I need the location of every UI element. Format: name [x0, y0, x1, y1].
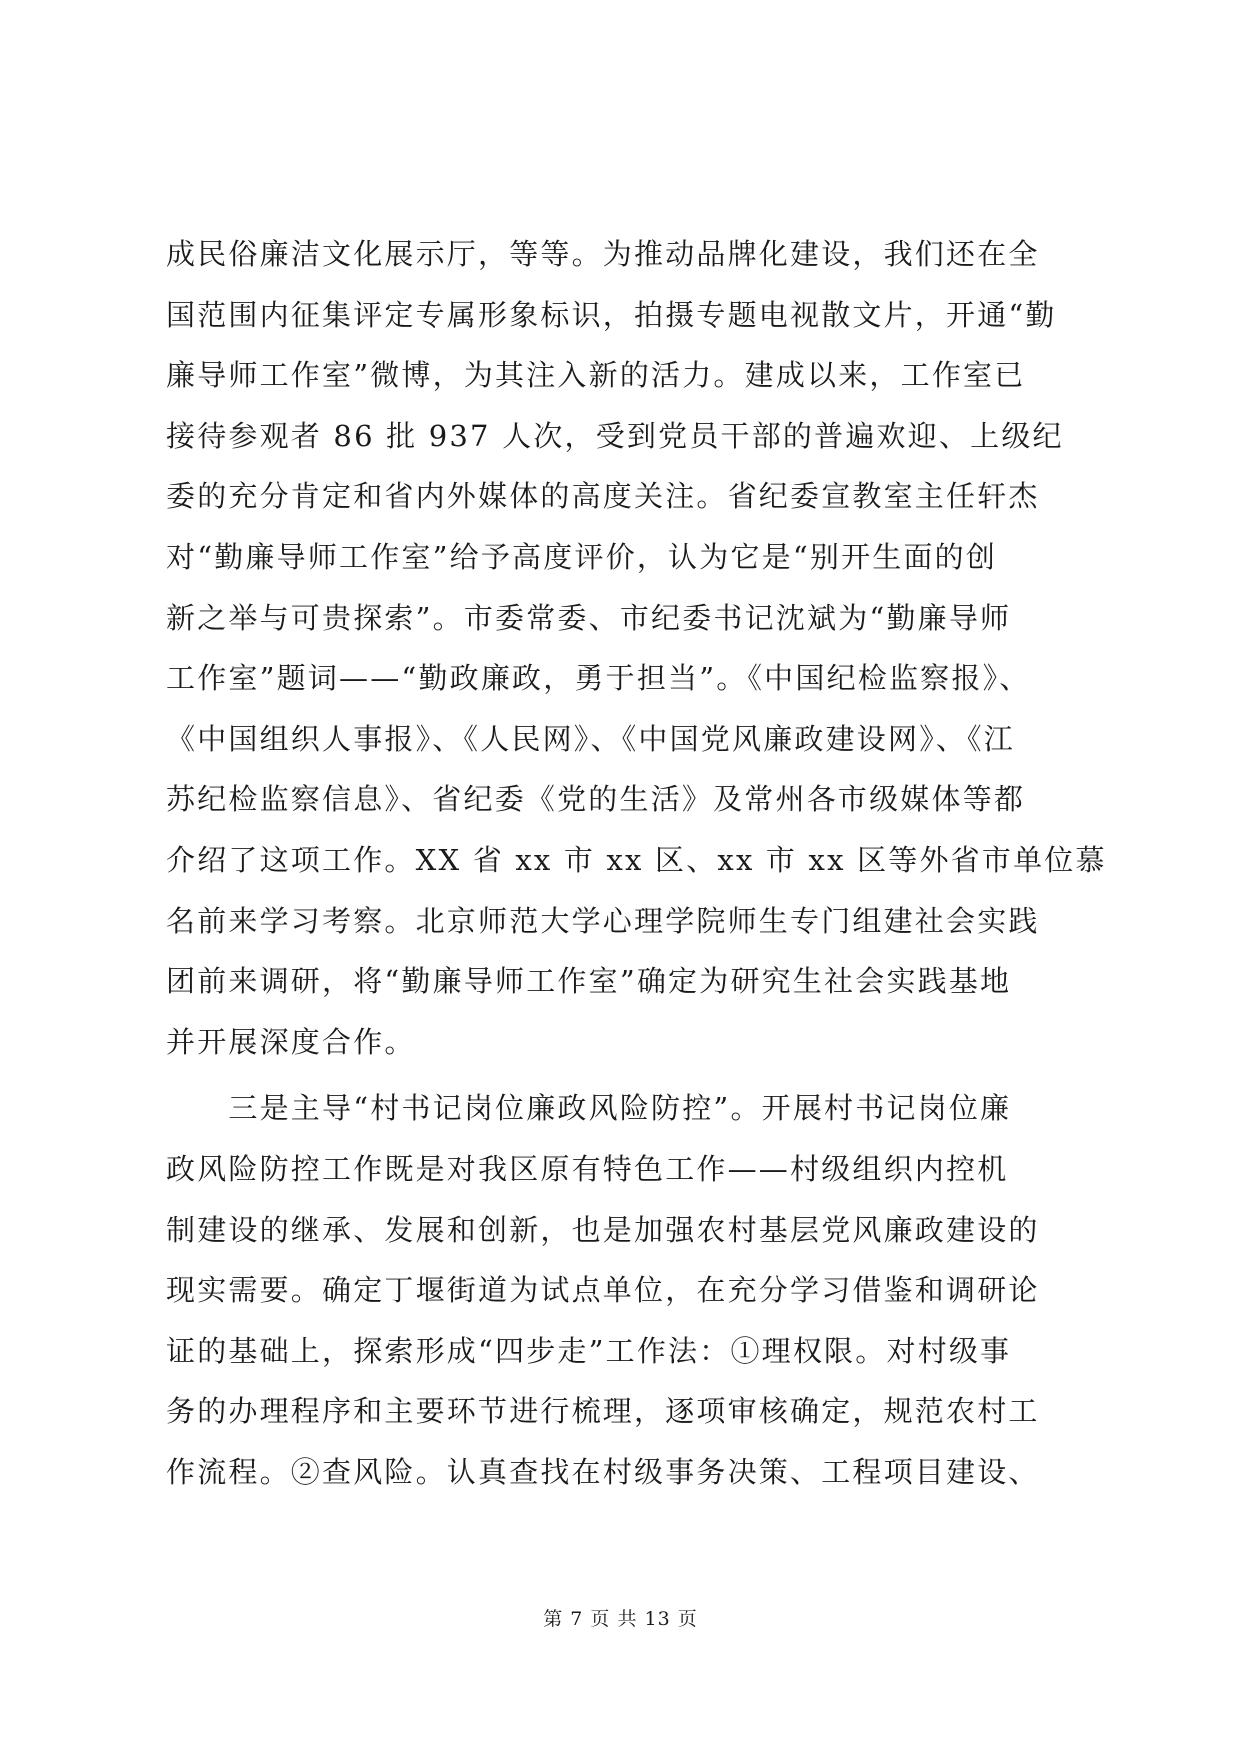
text-line: 《中国组织人事报》、《人民网》、《中国党风廉政建设网》、《江 — [166, 721, 1016, 756]
text-line: 介绍了这项工作。XX 省 xx 市 xx 区、xx 市 xx 区等外省市单位慕 — [166, 842, 1107, 877]
text-line: 委的充分肯定和省内外媒体的高度关注。省纪委宣教室主任轩杰 — [166, 479, 1040, 514]
document-body — [166, 224, 1107, 1502]
text-line: 证的基础上，探索形成“四步走”工作法：①理权限。对村级事 — [166, 1333, 1012, 1368]
text-line: 苏纪检监察信息》、省纪委《党的生活》及常州各市级媒体等都 — [166, 782, 1026, 817]
text-line: 名前来学习考察。北京师范大学心理学院师生专门组建社会实践 — [166, 903, 1040, 938]
text-line: 作流程。②查风险。认真查找在村级事务决策、工程项目建设、 — [166, 1454, 1040, 1489]
text-line: 成民俗廉洁文化展示厅，等等。为推动品牌化建设，我们还在全 — [166, 237, 1040, 271]
text-line: 三是主导“村书记岗位廉政风险防控”。开展村书记岗位廉 — [166, 1091, 1012, 1126]
text-line: 对“勤廉导师工作室”给予高度评价，认为它是“别开生面的创 — [166, 539, 998, 574]
text-line: 并开展深度合作。 — [166, 1024, 416, 1059]
text-line: 现实需要。确定丁堰街道为试点单位，在充分学习借鉴和调研论 — [166, 1273, 1040, 1308]
page-footer: 第 7 页 共 13 页 — [543, 1608, 698, 1630]
text-line: 制建设的继承、发展和创新，也是加强农村基层党风廉政建设的 — [166, 1212, 1040, 1247]
text-line: 务的办理程序和主要环节进行梳理，逐项审核确定，规范农村工 — [166, 1394, 1040, 1429]
text-line: 工作室”题词——“勤政廉政，勇于担当”。《中国纪检监察报》、 — [166, 661, 1031, 696]
text-line: 廉导师工作室”微博，为其注入新的活力。建成以来，工作室已 — [166, 358, 1026, 393]
paragraph-1 — [166, 224, 1107, 1072]
text-line: 新之举与可贵探索”。市委常委、市纪委书记沈斌为“勤廉导师 — [166, 600, 1012, 635]
paragraph-2 — [166, 1078, 1086, 1502]
text-line: 政风险防控工作既是对我区原有特色工作——村级组织内控机 — [166, 1151, 1009, 1186]
text-line: 国范围内征集评定专属形象标识，拍摄专题电视散文片，开通“勤 — [166, 297, 1057, 332]
text-line: 接待参观者 86 批 937 人次，受到党员干部的普遍欢迎、上级纪 — [166, 418, 1064, 453]
text-line: 团前来调研，将“勤廉导师工作室”确定为研究生社会实践基地 — [166, 964, 1012, 999]
